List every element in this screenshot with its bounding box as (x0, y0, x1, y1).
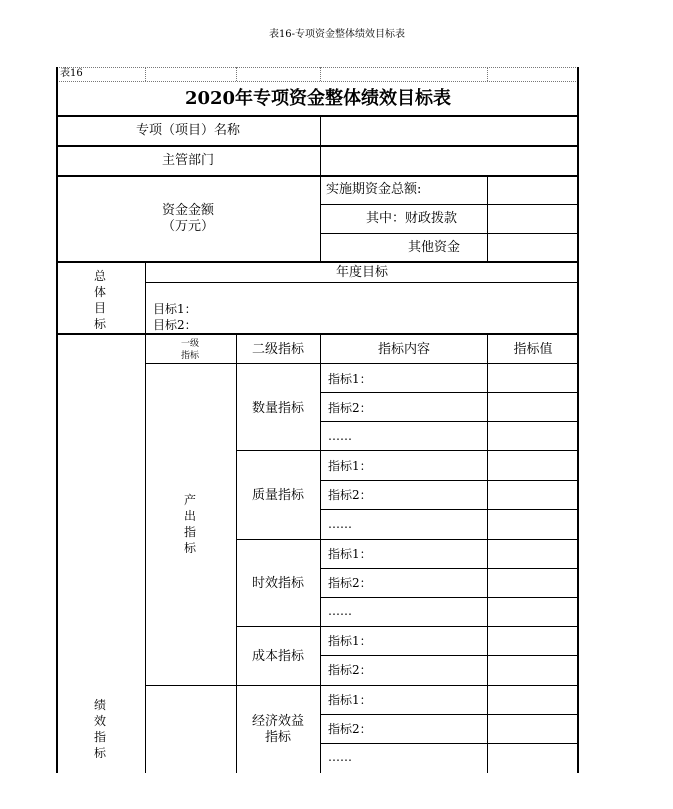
grid-line (320, 204, 578, 205)
goal-2: 目标2： (153, 318, 197, 332)
indicator-item: 指标2： (328, 722, 372, 736)
grid-line (320, 509, 578, 510)
grid-line (145, 685, 237, 686)
indicator-item: 指标2： (328, 576, 372, 590)
value-header: 指标值 (513, 342, 553, 357)
goal-1: 目标1： (153, 302, 197, 316)
grid-line (56, 333, 579, 335)
grid-line (320, 67, 321, 81)
grid-line (236, 626, 578, 627)
indicator-item: 指标1： (328, 372, 372, 386)
indicator-item: 指标2： (328, 488, 372, 502)
funds-other-label: 其他资金 (408, 240, 461, 255)
grid-line (487, 67, 488, 81)
grid-line (56, 175, 579, 177)
indicator-item: 指标1： (328, 693, 372, 707)
grid-line (145, 67, 146, 81)
grid-line (487, 334, 488, 773)
indicator-item: …… (328, 429, 352, 443)
quantity-indicator-label: 数量指标 (251, 401, 305, 416)
project-name-label: 专项（项目）名称 (135, 123, 241, 138)
table-border-top (56, 115, 579, 117)
timeliness-indicator-label: 时效指标 (251, 576, 305, 591)
grid-line (56, 261, 579, 263)
grid-line (320, 116, 321, 261)
grid-line (57, 67, 578, 68)
level2-header: 二级指标 (251, 342, 305, 357)
funds-label: 资金金额 (161, 203, 215, 218)
overall-goal-label: 总体目标 (93, 269, 106, 331)
grid-line (57, 81, 578, 82)
indicator-item: 指标2： (328, 401, 372, 415)
grid-line (320, 597, 578, 598)
indicator-item: …… (328, 517, 352, 531)
performance-indicator-label: 绩效指标 (93, 698, 106, 760)
table-border-left (56, 67, 58, 773)
grid-line (236, 67, 237, 81)
indicator-item: 指标1： (328, 459, 372, 473)
annual-goal-header: 年度目标 (335, 265, 389, 280)
page-title: 2020年专项资金整体绩效目标表 (184, 88, 452, 109)
grid-line (145, 262, 146, 773)
funds-total-label: 实施期资金总额: (326, 182, 422, 197)
sheet-label: 表16 (60, 68, 83, 79)
output-indicator-label: 产出指标 (183, 493, 196, 555)
indicator-item: …… (328, 604, 352, 618)
grid-line (320, 421, 578, 422)
department-label: 主管部门 (161, 153, 215, 168)
grid-line (236, 539, 578, 540)
level1-header: 一级指标 (180, 339, 199, 361)
indicator-item: 指标2： (328, 663, 372, 677)
funds-fiscal-label: 其中：财政拨款 (366, 211, 458, 226)
cost-indicator-label: 成本指标 (251, 649, 305, 664)
grid-line (236, 450, 578, 451)
indicator-item: 指标1： (328, 547, 372, 561)
indicator-item: …… (328, 750, 352, 764)
grid-line (320, 743, 578, 744)
indicator-item: 指标1： (328, 634, 372, 648)
grid-line (320, 714, 578, 715)
grid-line (320, 392, 578, 393)
grid-line (320, 480, 578, 481)
grid-line (320, 655, 578, 656)
economic-benefit-indicator-label: 经济效益指标 (251, 714, 304, 745)
page-header: 表16-专项资金整体绩效目标表 (268, 29, 406, 40)
quality-indicator-label: 质量指标 (251, 488, 305, 503)
grid-line (320, 233, 578, 234)
grid-line (145, 282, 578, 283)
grid-line (145, 363, 578, 364)
table-border-right (577, 67, 579, 773)
grid-line (236, 334, 237, 773)
grid-line (320, 568, 578, 569)
funds-unit-label: （万元） (161, 219, 215, 234)
grid-line (320, 334, 321, 773)
grid-line (236, 685, 578, 686)
grid-line (487, 176, 488, 261)
grid-line (56, 145, 579, 147)
content-header: 指标内容 (377, 342, 431, 357)
